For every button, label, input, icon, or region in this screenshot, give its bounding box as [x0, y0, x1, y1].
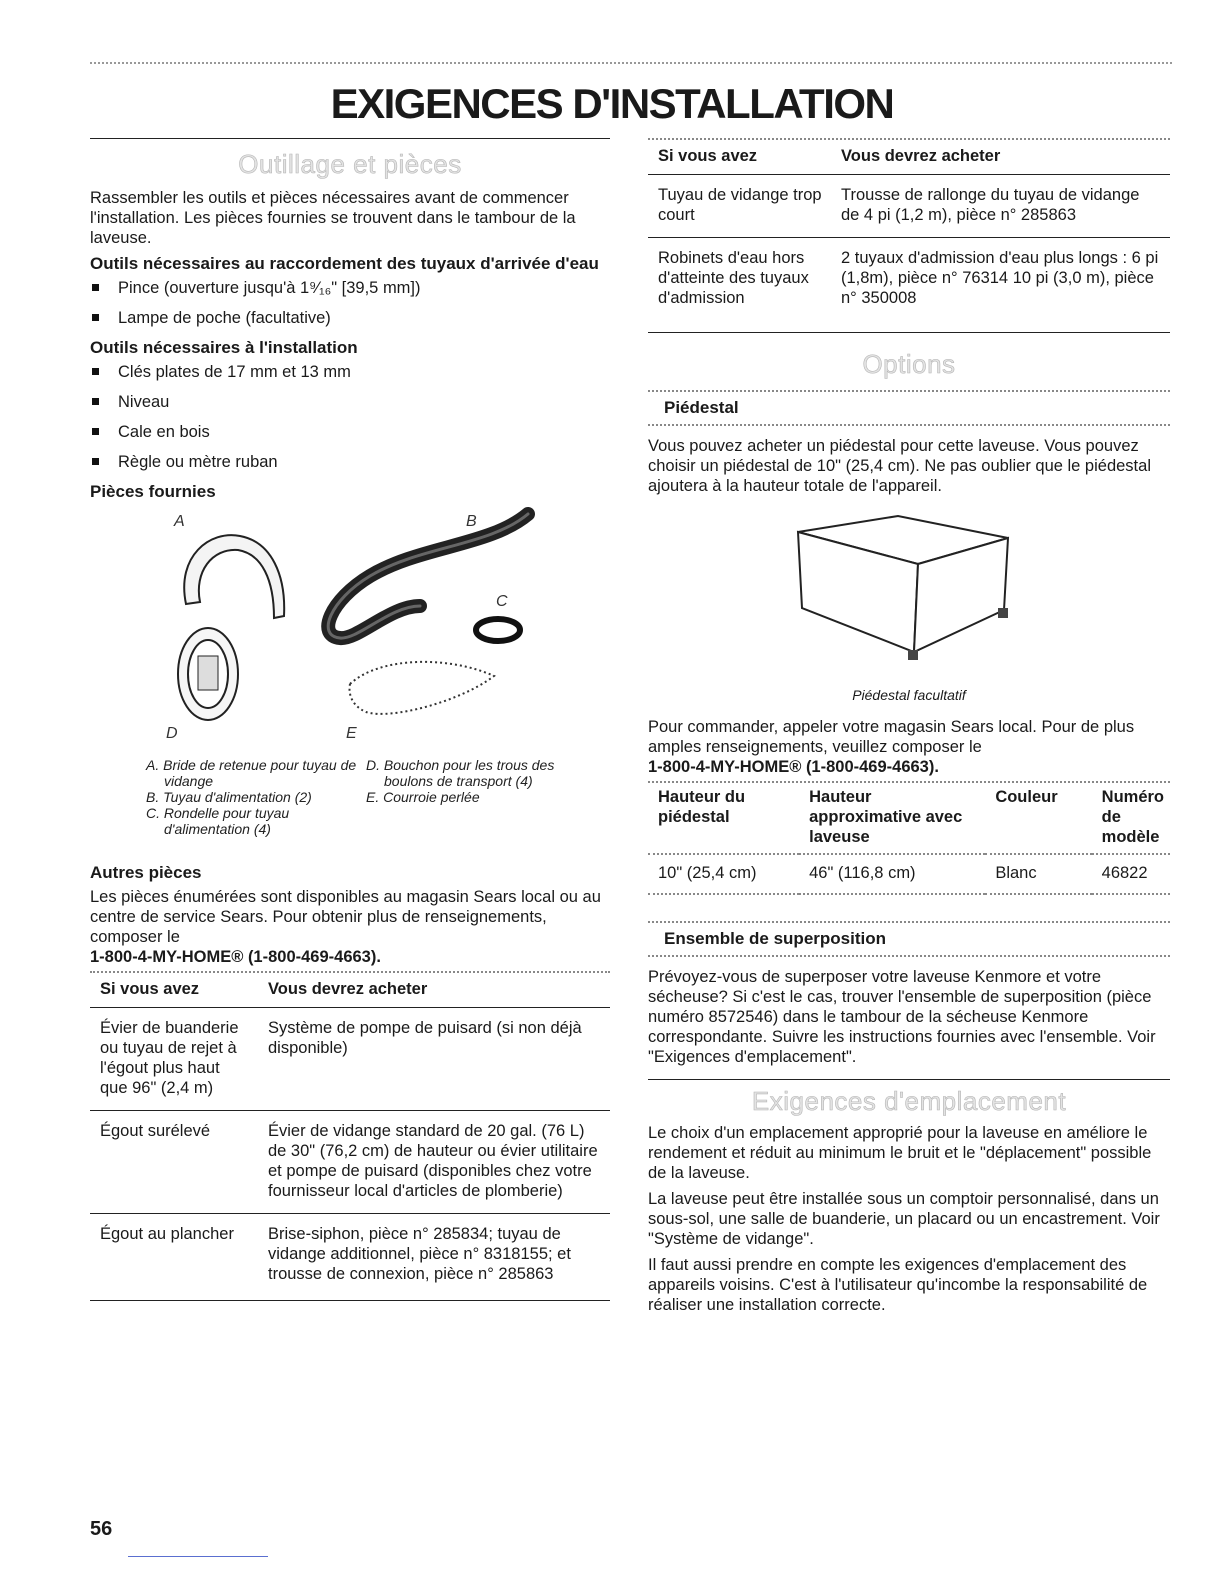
phone-number: 1-800-4-MY-HOME® (1-800-469-4663).	[90, 948, 381, 966]
order-text: Pour commander, appeler votre magasin Sears local. Pour de plus amples renseignements, veuillez composer le	[648, 718, 1135, 756]
section-title-options: Options	[862, 349, 956, 379]
bolt-plug-core	[198, 656, 218, 690]
top-dotted-rule	[90, 62, 1172, 64]
table-cell: 2 tuyaux d'admission d'eau plus longs : 6 pi (1,8m), pièce n° 76314 10 pi (3,0 m), pièce n° 350008	[831, 238, 1170, 333]
location-paragraph: Il faut aussi prendre en compte les exigences d'emplacement des appareils voisins. C'est à l'utilisateur qu'incombe la responsabilité de réaliser une installation correcte.	[648, 1256, 1148, 1314]
right-purchase-table	[648, 140, 1170, 333]
table-cell: 10" (25,4 cm)	[648, 854, 799, 894]
table-row	[90, 1214, 610, 1301]
table-row	[90, 1111, 610, 1214]
pedestal-illustration	[648, 502, 1170, 678]
table-cell: Évier de vidange standard de 20 gal. (76 L) de 30" (76,2 cm) de hauteur ou évier utilitaire et pompe de puisard (disponibles chez votre fournisseur local d'articles de plomberie)	[258, 1111, 610, 1214]
stack-heading: Ensemble de superposition	[664, 929, 886, 948]
left-column	[90, 138, 610, 1301]
table-cell: Système de pompe de puisard (si non déjà disponible)	[258, 1008, 610, 1111]
legend-item: A. Bride de retenue pour tuyau de vidange	[146, 757, 357, 789]
section-title-location: Exigences d'emplacement	[751, 1086, 1067, 1116]
pedestal-heading: Piédestal	[664, 398, 739, 417]
table-cell: Blanc	[985, 854, 1091, 894]
pedestal-text: Vous pouvez acheter un piédestal pour cette laveuse. Vous pouvez choisir un piédestal de 10" (25,4 cm). Ne pas oublier que le piédestal ajoutera à la hauteur totale de l'appareil.	[648, 437, 1151, 495]
section-rule	[90, 138, 610, 139]
section-title-tools: Outillage et pièces	[238, 149, 462, 179]
list-item: Cale en bois	[90, 422, 610, 442]
location-paragraph: Le choix d'un emplacement approprié pour la laveuse en améliore le rendement et réduit au minimum le bruit et le "déplacement" possible de la laveuse.	[648, 1124, 1152, 1182]
table-header: Vous devrez acheter	[268, 980, 428, 998]
other-parts-heading: Autres pièces	[90, 863, 202, 882]
pedestal-foot	[908, 650, 918, 660]
list-item: Lampe de poche (facultative)	[90, 308, 610, 328]
table-header: Hauteur approximative avec laveuse	[809, 788, 963, 846]
pedestal-top-rule	[648, 390, 1170, 392]
section-rule	[648, 1079, 1170, 1080]
pedestal-caption: Piédestal facultatif	[852, 687, 966, 703]
pedestal-foot	[998, 608, 1008, 618]
table-cell: Brise-siphon, pièce n° 285834; tuyau de vidange additionnel, pièce n° 8318155; et trousse de connexion, pièce n° 285863	[258, 1214, 610, 1301]
table-cell: Trousse de rallonge du tuyau de vidange de 4 pi (1,2 m), pièce n° 285863	[831, 175, 1170, 238]
page-number: 56	[90, 1518, 113, 1540]
table-header: Hauteur du piédestal	[658, 788, 746, 826]
list-item: Pince (ouverture jusqu'à 1⁹⁄₁₆" [39,5 mm])	[90, 278, 610, 298]
location-paragraph: La laveuse peut être installée sous un comptoir personnalisé, dans un sous-sol, une salle de buanderie, un placard ou un encastrement. Voir "Système de vidange".	[648, 1190, 1160, 1248]
stack-top-rule	[648, 921, 1170, 923]
hose-washer-part	[476, 619, 520, 641]
other-parts-text: Les pièces énumérées sont disponibles au magasin Sears local ou au centre de service Sears. Pour obtenir plus de renseignements, composer le	[90, 888, 601, 946]
footer-rule	[128, 1556, 268, 1557]
tools-water-list	[90, 278, 610, 328]
figure-letter-e: E	[346, 725, 357, 742]
table-cell: Robinets d'eau hors d'atteinte des tuyaux d'admission	[648, 238, 831, 333]
parts-legend	[146, 757, 610, 837]
legend-item: E. Courroie perlée	[366, 789, 480, 805]
left-purchase-table	[90, 973, 610, 1301]
tools-install-list	[90, 362, 610, 472]
legend-item: C. Rondelle pour tuyau d'alimentation (4)	[146, 805, 290, 837]
list-item: Règle ou mètre ruban	[90, 452, 610, 472]
parts-illustration	[90, 506, 610, 746]
table-row	[648, 238, 1170, 333]
figure-letter-c: C	[496, 593, 508, 610]
table-header: Si vous avez	[658, 147, 758, 165]
table-cell: 46822	[1092, 854, 1170, 894]
table-cell: Égout surélevé	[90, 1111, 258, 1214]
parts-heading: Pièces fournies	[90, 482, 216, 501]
tools-water-heading: Outils nécessaires au raccordement des tuyaux d'arrivée d'eau	[90, 254, 599, 273]
drain-clip-part	[184, 535, 284, 618]
table-cell: Égout au plancher	[90, 1214, 258, 1301]
legend-item: D. Bouchon pour les trous des boulons de transport (4)	[366, 757, 555, 789]
list-item: Clés plates de 17 mm et 13 mm	[90, 362, 610, 382]
intro-text: Rassembler les outils et pièces nécessaires avant de commencer l'installation. Les pièces fournies se trouvent dans le tambour de la laveuse.	[90, 189, 576, 247]
table-header: Si vous avez	[100, 980, 200, 998]
table-header: Vous devrez acheter	[841, 147, 1001, 165]
table-header: Numéro de modèle	[1101, 788, 1164, 846]
list-item: Niveau	[90, 392, 610, 412]
figure-letter-d: D	[166, 725, 178, 742]
stack-bottom-rule	[648, 955, 1170, 957]
table-row	[648, 175, 1170, 238]
table-header: Couleur	[995, 788, 1058, 806]
pedestal-bottom-rule	[648, 424, 1170, 426]
right-column	[648, 138, 1170, 1321]
table-row	[90, 1008, 610, 1111]
bead-strap-part	[350, 662, 494, 714]
table-cell: 46" (116,8 cm)	[799, 854, 985, 894]
stack-text: Prévoyez-vous de superposer votre laveuse Kenmore et votre sécheuse? Si c'est le cas, trouver l'ensemble de superposition (pièce numéro 8572546) dans le tambour de la sécheuse Kenmore correspondante. Suivre les instructions fournies avec l'ensemble. Voir "Exigences d'emplacement".	[648, 968, 1156, 1066]
table-row	[648, 854, 1170, 894]
phone-number: 1-800-4-MY-HOME® (1-800-469-4663).	[648, 758, 939, 776]
figure-letter-a: A	[174, 513, 185, 530]
page-title: EXIGENCES D'INSTALLATION	[330, 80, 894, 127]
pedestal-table	[648, 783, 1170, 895]
tools-install-heading: Outils nécessaires à l'installation	[90, 338, 358, 357]
table-cell: Tuyau de vidange trop court	[648, 175, 831, 238]
table-cell: Évier de buanderie ou tuyau de rejet à l'égout plus haut que 96" (2,4 m)	[90, 1008, 258, 1111]
figure-letter-b: B	[466, 513, 477, 530]
legend-item: B. Tuyau d'alimentation (2)	[146, 789, 312, 805]
